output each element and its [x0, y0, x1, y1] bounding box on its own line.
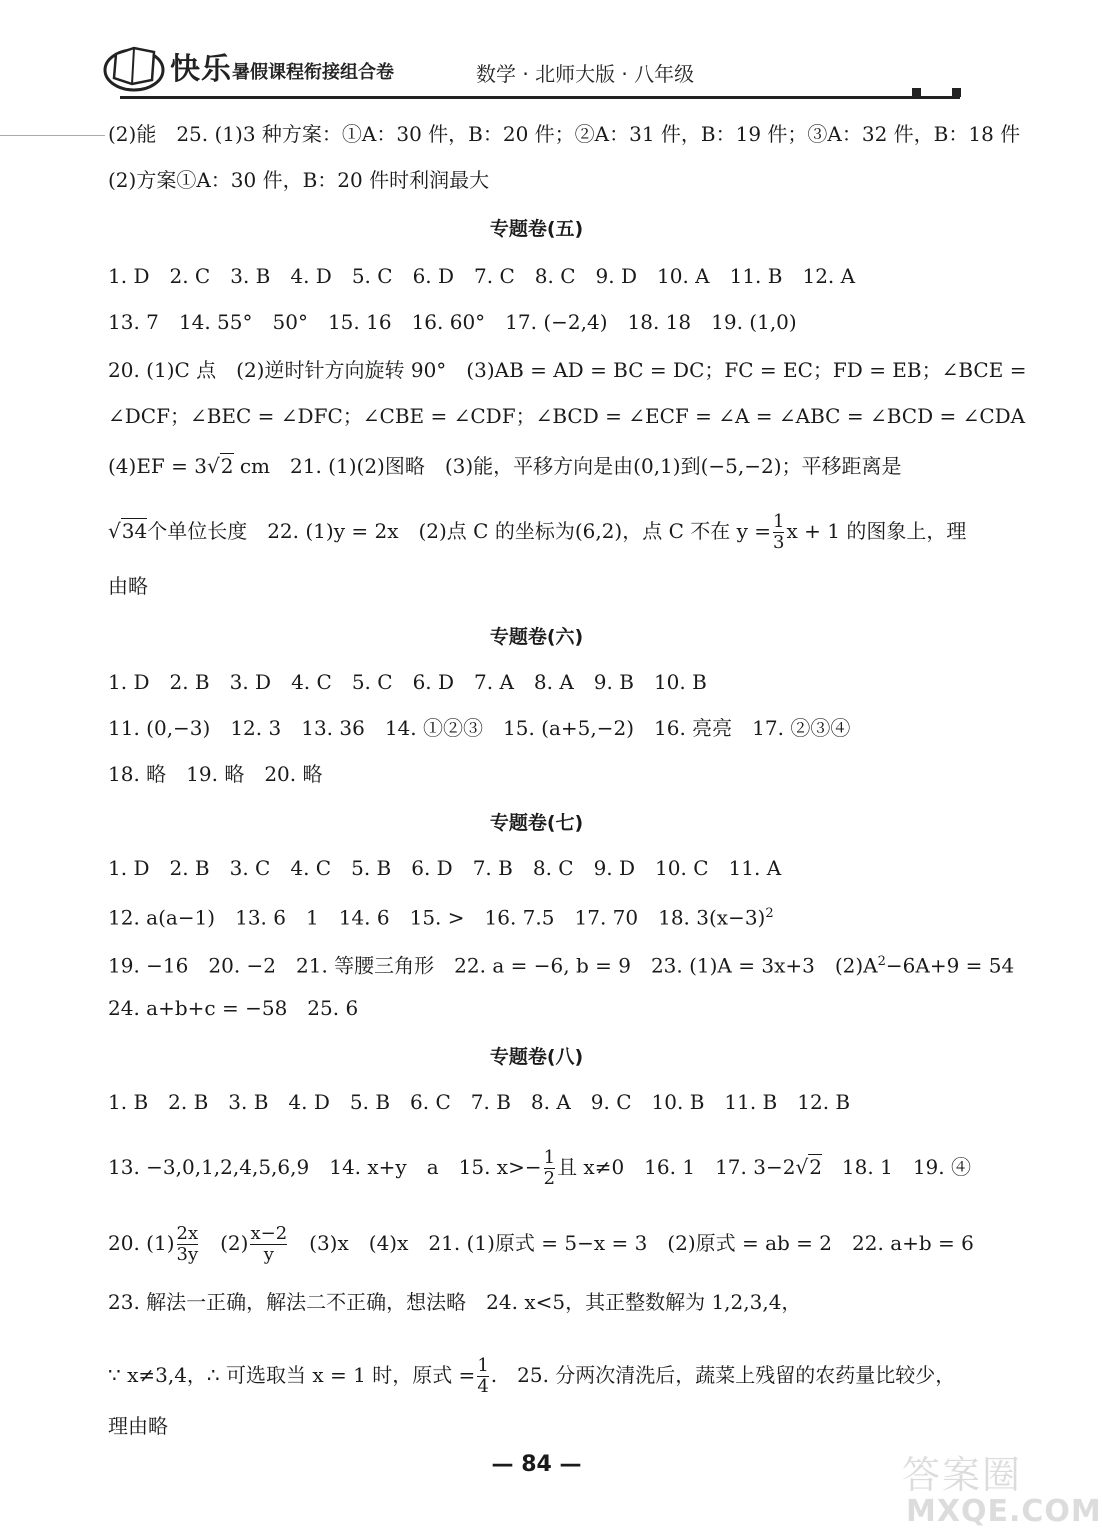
superscript: 2	[877, 954, 886, 969]
text-run: 19. −16 20. −2 21. 等腰三角形 22. a = −6, b = 9 23. (1)A = 3x+3 (2)A	[108, 953, 878, 978]
rule-end-mark	[952, 88, 961, 97]
section-title: 专题卷(六)	[489, 626, 584, 648]
denominator: 4	[477, 1376, 489, 1397]
numerator: x−2	[250, 1223, 288, 1244]
answer-line: 20. (1)C 点 (2)逆时针方向旋转 90° (3)AB = AD = BC = DC；FC = EC；FD = EB；∠BCE =	[108, 358, 1027, 382]
answer-line: 1. D 2. B 3. C 4. C 5. B 6. D 7. B 8. C 9. D 10. C 11. A	[108, 856, 782, 880]
section-title: 专题卷(七)	[489, 812, 584, 834]
header-rule	[120, 96, 960, 99]
text-run: −6A+9 = 54	[885, 953, 1015, 978]
denominator: 3	[773, 532, 785, 553]
sqrt-radicand: 2	[809, 1155, 822, 1179]
text-run: cm 21. (1)(2)图略 (3)能，平移方向是由(0,1)到(−5,−2)；平移距离是	[233, 454, 902, 478]
text-run: 且 x≠0 16. 1 17. 3−2	[557, 1155, 796, 1179]
sqrt-sign: √	[207, 454, 220, 478]
answer-line	[108, 452, 902, 480]
section-title: 专题卷(五)	[489, 218, 584, 240]
numerator: 1	[477, 1355, 489, 1376]
answer-line: 1. D 2. C 3. B 4. D 5. C 6. D 7. C 8. C 9. D 10. A 11. B 12. A	[108, 264, 856, 288]
answer-line: 13. 7 14. 55° 50° 15. 16 16. 60° 17. (−2,4) 18. 18 19. (1,0)	[108, 310, 797, 334]
sqrt-sign: √	[108, 519, 121, 543]
denominator: 2	[543, 1168, 556, 1189]
answer-line: 1. B 2. B 3. B 4. D 5. B 6. C 7. B 8. A 9. C 10. B 11. B 12. B	[108, 1090, 851, 1114]
answer-line	[108, 512, 966, 553]
text-run: 个单位长度 22. (1)y = 2x (2)点 C 的坐标为(6,2)，点 C 不在 y =	[147, 519, 772, 543]
text-run: 18. 1 19. ④	[821, 1155, 971, 1179]
fraction	[250, 1224, 287, 1265]
text-run: 12. a(a−1) 13. 6 1 14. 6 15. > 16. 7.5 17. 70 18. 3(x−3)	[108, 905, 766, 930]
fraction	[544, 1148, 555, 1189]
text-run: . 25. 分两次清洗后，蔬菜上残留的农药量比较少，	[490, 1363, 956, 1387]
numerator: 1	[773, 511, 785, 532]
answer-line: 24. a+b+c = −58 25. 6	[108, 996, 359, 1020]
page-header	[0, 0, 1073, 110]
superscript: 2	[765, 906, 774, 921]
fraction	[177, 1224, 199, 1265]
fraction	[477, 1356, 488, 1397]
side-rule	[0, 135, 105, 136]
answer-line	[108, 1356, 955, 1397]
sqrt-radicand: 2	[220, 454, 234, 478]
answer-line	[108, 948, 1014, 980]
text-run: 20. (1)	[108, 1231, 175, 1255]
text-run: (2)	[200, 1231, 249, 1255]
answer-line	[108, 900, 774, 932]
denominator: 3y	[176, 1244, 199, 1265]
series-title: 暑假课程衔接组合卷	[232, 62, 394, 83]
fraction	[773, 512, 784, 553]
subject-label: 数学 · 北师大版 · 八年级	[476, 62, 695, 86]
answer-line: 理由略	[108, 1414, 168, 1438]
answer-line: 11. (0,−3) 12. 3 13. 36 14. ①②③ 15. (a+5,−2) 16. 亮亮 17. ②③④	[108, 716, 851, 740]
section-title: 专题卷(八)	[489, 1046, 584, 1068]
numerator: 1	[543, 1147, 556, 1168]
answer-line	[108, 1224, 974, 1265]
answer-line: 1. D 2. B 3. D 4. C 5. C 6. D 7. A 8. A 9. B 10. B	[108, 670, 707, 694]
text-run: ∵ x≠3,4，∴ 可选取当 x = 1 时，原式 =	[108, 1363, 476, 1387]
page-number: — 84 —	[491, 1452, 582, 1477]
book-logo-icon	[104, 40, 166, 92]
answer-line: (2)能 25. (1)3 种方案：①A：30 件，B：20 件；②A：31 件，B：19 件；③A：32 件，B：18 件	[108, 122, 1021, 146]
denominator: y	[250, 1244, 287, 1265]
answer-line: 18. 略 19. 略 20. 略	[108, 762, 323, 786]
answer-line	[108, 1148, 971, 1189]
text-run: (3)x (4)x 21. (1)原式 = 5−x = 3 (2)原式 = ab = 2 22. a+b = 6	[289, 1231, 974, 1255]
brand-title: 快乐	[170, 52, 232, 87]
answer-line: 由略	[108, 574, 148, 598]
rule-end-mark	[912, 88, 921, 97]
text-run: (4)EF = 3	[108, 454, 208, 478]
text-run: 13. −3,0,1,2,4,5,6,9 14. x+y a 15. x>−	[108, 1155, 542, 1179]
answer-line: (2)方案①A：30 件，B：20 件时利润最大	[108, 168, 490, 192]
watermark-text: 答案圈	[902, 1453, 1023, 1497]
numerator: 2x	[176, 1223, 199, 1244]
sqrt-radicand: 34	[121, 519, 148, 543]
watermark-url: MXQE.COM	[906, 1494, 1102, 1529]
text-run: x + 1 的图象上，理	[786, 519, 967, 543]
sqrt-sign: √	[795, 1155, 809, 1179]
answer-line: ∠DCF；∠BEC = ∠DFC；∠CBE = ∠CDF；∠BCD = ∠ECF = ∠A = ∠ABC = ∠BCD = ∠CDA	[108, 404, 1026, 428]
answer-line: 23. 解法一正确，解法二不正确，想法略 24. x<5，其正整数解为 1,2,3,4，	[108, 1290, 802, 1314]
